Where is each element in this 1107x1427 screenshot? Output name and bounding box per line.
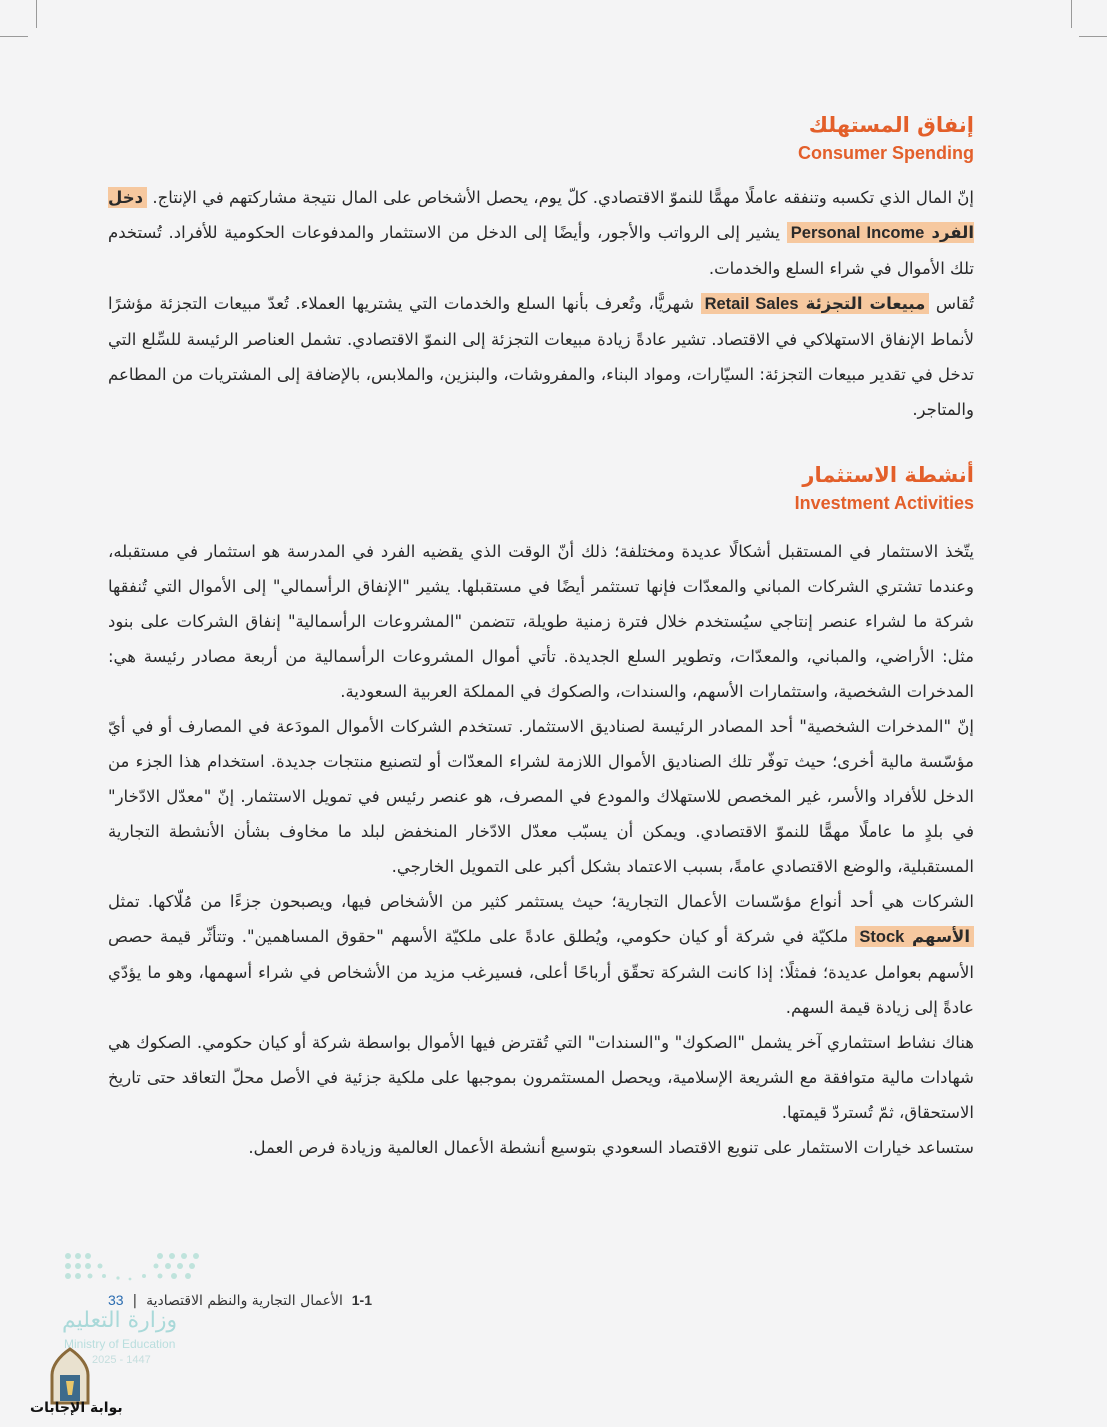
section-title-ar: أنشطة الاستثمار — [802, 463, 974, 487]
crop-mark-top-left — [36, 0, 37, 28]
ministry-year: 2025 - 1447 — [92, 1354, 151, 1366]
paragraph: الشركات هي أحد أنواع مؤسّسات الأعمال التجارية؛ حيث يستثمر كثير من الأشخاص فيها، ويصبحون جزءًا من مُلّاكها. تمثل الأسهم Stock ملكيّة في شركة أو كيان حكومي، ويُطلق عادةً على ملكيّة الأسهم "حقوق المساهمين". وتتأثّر قيمة حصص الأسهم بعوامل عديدة؛ فمثلًا: إذا كانت الشركة تحقّق أرباحًا أعلى، فسيرغب مزيد من الأشخاص في شراء أسهمها، وهو ما يؤدّي عادةً إلى زيادة قيمة السهم. — [108, 892, 974, 1017]
page-number: 33 — [108, 1292, 124, 1308]
footer-chapter-title: الأعمال التجارية والنظم الاقتصادية — [146, 1293, 343, 1309]
footer-separator: | — [132, 1293, 138, 1309]
paragraph: يتّخذ الاستثمار في المستقبل أشكالًا عديدة ومختلفة؛ ذلك أنّ الوقت الذي يقضيه الفرد في المدرسة هو استثمار في مستقبله، وعندما تشتري الشركات المباني والمعدّات فإنها تستثمر أيضًا في مستقبلها. يشير "الإنفاق الرأسمالي" إلى الأموال التي تُنفقها شركة ما لشراء عنصر إنتاجي سيُستخدم خلال فترة زمنية طويلة، تتضمن "المشروعات الرأسمالية" إنفاق الشركات على بنود مثل: الأراضي، والمباني، والمعدّات، وتطوير السلع الجديدة. تأتي أموال المشروعات الرأسمالية من أربعة مصادر رئيسة هي: المدخرات الشخصية، واستثمارات الأسهم، والسندات، والصكوك في المملكة العربية السعودية. — [108, 542, 974, 701]
footer-section-number: 1-1 — [351, 1292, 372, 1308]
investment-activities-section — [108, 460, 974, 1165]
watermark-text: بوابة الإجابات — [30, 1400, 123, 1416]
paragraph: تُقاس مبيعات التجزئة Retail Sales شهريًّا، وتُعرف بأنها السلع والخدمات التي يشتريها العملاء. تُعدّ مبيعات التجزئة مؤشرًا لأنماط الإنفاق الاستهلاكي في الاقتصاد. تشير عادةً زيادة مبيعات التجزئة إلى النموّ الاقتصادي. تشمل العناصر الرئيسة للسِّلع التي تدخل في تقدير مبيعات التجزئة: السيّارات، ومواد البناء، والمفروشات، والبنزين، والملابس، بالإضافة إلى المشتريات من المطاعم والمتاجر. — [108, 294, 974, 419]
crop-mark-top-left-h — [0, 36, 28, 37]
section-title-ar: إنفاق المستهلك — [808, 113, 974, 137]
ministry-name-en: Ministry of Education — [64, 1337, 176, 1351]
key-term-highlight: مبيعات التجزئة Retail Sales — [701, 293, 930, 314]
crop-mark-top-right-h — [1079, 36, 1107, 37]
paragraph: إنّ "المدخرات الشخصية" أحد المصادر الرئيسة لصناديق الاستثمار. تستخدم الشركات الأموال المودَعة في المصارف أو في أيّ مؤسّسة مالية أخرى؛ حيث توفّر تلك الصناديق الأموال اللازمة لشراء المعدّات أو لتصنيع منتجات جديدة. استخدام هذا الجزء من الدخل للأفراد والأسر، غير المخصص للاستهلاك والمودع في المصرف، هو عنصر رئيس في تمويل الاستثمار. إنّ "معدّل الادّخار" في بلدٍ ما عاملًا مهمًّا للنموّ الاقتصادي. ويمكن أن يسبّب معدّل الادّخار المنخفض لبلد ما مخاوف بشأن الأنشطة التجارية المستقبلية، والوضع الاقتصادي عامةً، بسبب الاعتماد بشكل أكبر على التمويل الخارجي. — [108, 717, 974, 876]
ministry-name-ar: وزارة التعليم — [62, 1308, 178, 1333]
paragraph: ستساعد خيارات الاستثمار على تنويع الاقتصاد السعودي بتوسيع أنشطة الأعمال العالمية وزيادة فرص العمل. — [248, 1138, 974, 1157]
consumer-spending-section — [108, 110, 974, 427]
key-term-highlight: دخل الفرد Personal Income — [108, 188, 974, 242]
section-title-en: Investment Activities — [794, 493, 974, 513]
crop-mark-top-right — [1071, 0, 1072, 28]
section-title-en: Consumer Spending — [797, 143, 974, 163]
key-term-highlight: الأسهم Stock — [855, 926, 974, 947]
paragraph: إنّ المال الذي تكسبه وتنفقه عاملًا مهمًّا للنموّ الاقتصادي. كلّ يوم، يحصل الأشخاص على المال نتيجة مشاركتهم في الإنتاج. دخل الفرد Personal Income يشير إلى الرواتب والأجور، وأيضًا إلى الدخل من الاستثمار والمدفوعات الحكومية للأفراد. تُستخدم تلك الأموال في شراء السلع والخدمات. — [108, 188, 974, 278]
paragraph: هناك نشاط استثماري آخر يشمل "الصكوك" و"السندات" التي تُقترض فيها الأموال بواسطة شركة أو كيان حكومي. الصكوك هي شهادات مالية متوافقة مع الشريعة الإسلامية، ويحصل المستثمرون بموجبها على ملكية جزئية في الأصل محلّ التعاقد حتى تاريخ الاستحقاق، ثمّ تُستردّ قيمتها. — [108, 1033, 974, 1122]
page-footer — [108, 1292, 372, 1309]
